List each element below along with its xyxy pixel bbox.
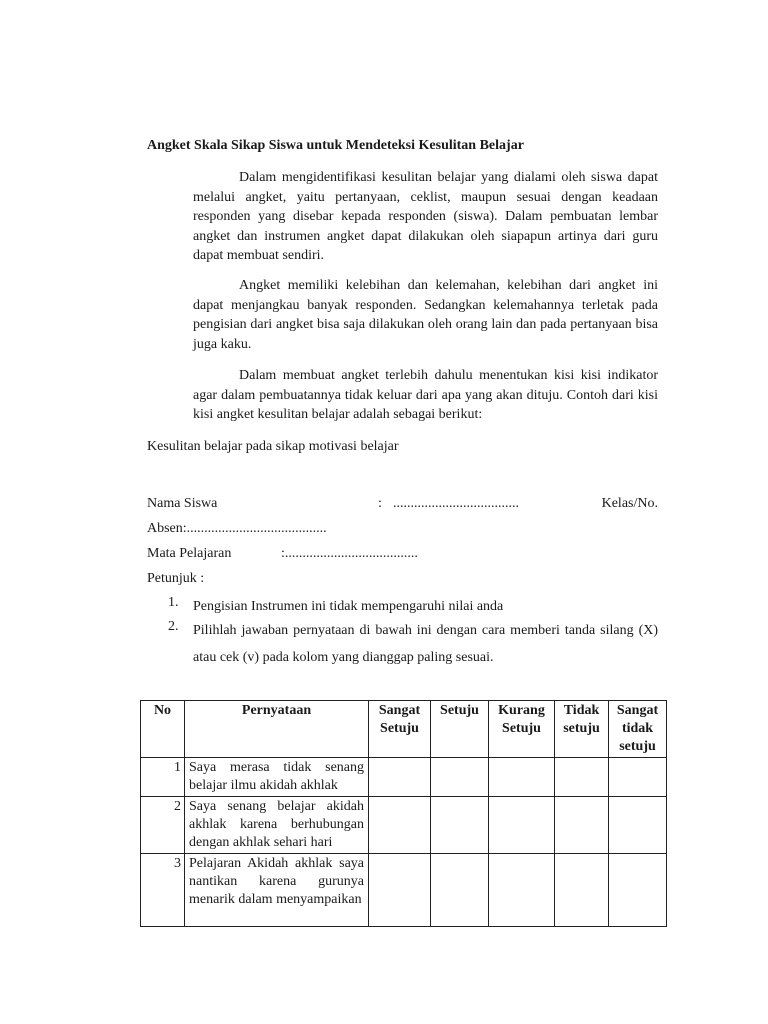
table-header-row <box>141 701 667 758</box>
answer-cell-tidak-setuju[interactable] <box>555 758 609 797</box>
row-statement: Pelajaran Akidah akhlak saya nantikan karena gurunya menarik dalam menyampaikan <box>185 854 369 927</box>
instruction-number: 2. <box>168 619 179 634</box>
instruction-text: Pengisian Instrumen ini tidak mempengaruhi nilai anda <box>193 599 504 614</box>
answer-cell-kurang-setuju[interactable] <box>489 758 555 797</box>
section-subtitle: Kesulitan belajar pada sikap motivasi belajar <box>147 439 399 454</box>
paragraph-2: Angket memiliki kelebihan dan kelemahan, kelebihan dari angket ini dapat menjangkau banyak responden. Sedangkan kelemahannya terletak pada pengisian dari angket bisa saja dilakukan oleh orang lain dan pada pertanyaan bisa juga kaku. <box>193 278 658 352</box>
row-number: 1 <box>141 758 185 797</box>
nama-siswa-blank: .................................... <box>393 496 519 511</box>
header-sangat-setuju: Sangat Setuju <box>369 701 431 758</box>
row-number: 2 <box>141 797 185 854</box>
kelas-no-label: Kelas/No. <box>601 496 658 511</box>
row-statement: Saya merasa tidak senang belajar ilmu akidah akhlak <box>185 758 369 797</box>
answer-cell-kurang-setuju[interactable] <box>489 797 555 854</box>
row-number: 3 <box>141 854 185 927</box>
answer-cell-kurang-setuju[interactable] <box>489 854 555 927</box>
header-pernyataan: Pernyataan <box>185 701 369 758</box>
petunjuk-label: Petunjuk : <box>147 571 205 586</box>
paragraph-3: Dalam membuat angket terlebih dahulu menentukan kisi kisi indikator agar dalam pembuatannya tidak keluar dari apa yang akan dituju. Contoh dari kisi kisi angket kesulitan belajar adalah sebagai berikut: <box>193 368 658 422</box>
mata-pelajaran-blank: :...................................... <box>281 546 418 561</box>
answer-cell-sangat-tidak-setuju[interactable] <box>609 797 667 854</box>
document-title: Angket Skala Sikap Siswa untuk Mendeteksi Kesulitan Belajar <box>147 138 524 153</box>
instruction-number: 1. <box>168 595 179 610</box>
nama-siswa-label: Nama Siswa <box>147 496 218 511</box>
mata-pelajaran-label: Mata Pelajaran <box>147 546 232 561</box>
paragraph-1: Dalam mengidentifikasi kesulitan belajar yang dialami oleh siswa dapat melalui angket, yaitu pertanyaan, ceklist, maupun sesuai dengan keadaan responden yang disebar kepada responden (siswa). Dalam pembuatan lembar angket dan instrumen angket dapat dilakukan oleh siapapun artinya dari guru dapat membuat sendiri. <box>193 170 658 263</box>
nama-siswa-row <box>147 494 658 514</box>
absen-row: Absen:........................................ <box>147 521 327 536</box>
row-statement: Saya senang belajar akidah akhlak karena berhubungan dengan akhlak sehari hari <box>185 797 369 854</box>
header-setuju: Setuju <box>431 701 489 758</box>
answer-cell-setuju[interactable] <box>431 758 489 797</box>
instruction-text: Pilihlah jawaban pernyataan di bawah ini dengan cara memberi tanda silang (X) atau cek (v) pada kolom yang dianggap paling sesuai. <box>193 623 658 665</box>
answer-cell-setuju[interactable] <box>431 854 489 927</box>
table-row <box>141 758 667 797</box>
answer-cell-sangat-tidak-setuju[interactable] <box>609 758 667 797</box>
answer-cell-sangat-setuju[interactable] <box>369 797 431 854</box>
answer-cell-sangat-tidak-setuju[interactable] <box>609 854 667 927</box>
answer-cell-sangat-setuju[interactable] <box>369 758 431 797</box>
survey-table <box>140 700 667 927</box>
nama-siswa-colon: : <box>378 496 382 511</box>
header-kurang-setuju: Kurang Setuju <box>489 701 555 758</box>
mata-pelajaran-row <box>147 544 547 564</box>
header-tidak-setuju: Tidak setuju <box>555 701 609 758</box>
table-row <box>141 854 667 927</box>
table-row <box>141 797 667 854</box>
answer-cell-sangat-setuju[interactable] <box>369 854 431 927</box>
answer-cell-tidak-setuju[interactable] <box>555 797 609 854</box>
header-sangat-tidak-setuju: Sangat tidak setuju <box>609 701 667 758</box>
answer-cell-tidak-setuju[interactable] <box>555 854 609 927</box>
answer-cell-setuju[interactable] <box>431 797 489 854</box>
header-no: No <box>141 701 185 758</box>
